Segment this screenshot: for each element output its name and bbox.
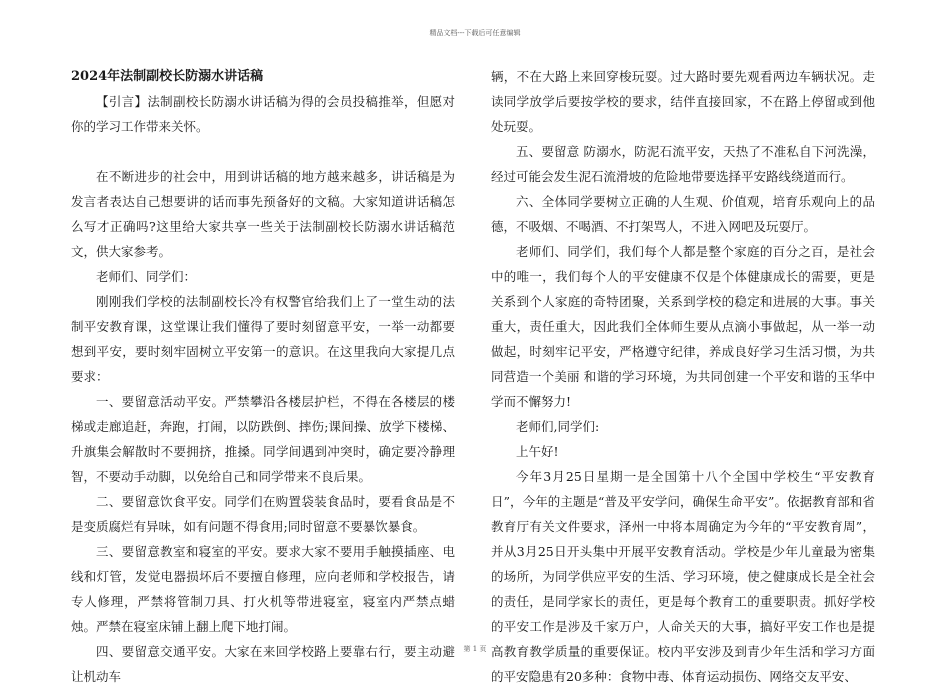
paragraph: 刚刚我们学校的法制副校长冷有权警官给我们上了一堂生动的法制平安教育课，这堂课让我们懂得了要时刻留意平安，一举一动都要想到平安，要时刻牢固树立平安第一的意识。在这里我向大家提几点要求：	[71, 294, 455, 384]
paragraph: 今年3月25日星期一是全国第十八个全国中学校生“平安教育日”，今年的主题是“普及平安学问，确保生命平安”。依据教育部和省教育厅有关文件要求，泽州一中将本周确定为今年的“平安教育周”，并从3月25日开头集中开展平安教育活动。学校是少年儿童最为密集的场所，为同学供应平安的生活、学习环境，使之健康成长是全社会的责任，是同学家长的责任，更是每个教育工的重要职责。抓好学校的平安工作是涉及千家万户，人命关天的大事，搞好平安工作也是提高教育教学质量的重要保证。校内平安涉及到青少年生活和学习方面的平安隐患有20多种：食物中毒、体育运动损伤、网络交友平安、	[491, 469, 875, 684]
salutation: 老师们,同学们:	[516, 419, 600, 434]
page-footer: 第 1 页	[463, 645, 487, 653]
document-title: 2024年法制副校长防溺水讲话稿	[71, 69, 264, 84]
paragraph: 辆，不在大路上来回穿梭玩耍。过大路时要先观看两边车辆状况。走读同学放学后要按学校的要求，结伴直接回家，不在路上停留或到他处玩耍。	[491, 69, 875, 134]
paragraph: 五、要留意 防溺水，防泥石流平安，天热了不准私自下河洗澡，经过可能会发生泥石流滑坡的危险地带要选择平安路线绕道而行。	[491, 144, 875, 184]
paragraph: 一、要留意活动平安。严禁攀沿各楼层护栏，不得在各楼层的楼梯或走廊追赶，奔跑，打闹，以防跌倒、摔伤;课间操、放学下楼梯、升旗集会解散时不要拥挤，推搡。同学间遇到冲突时，确定要冷静理智，不要动手动脚，以免给自己和同学带来不良后果。	[71, 394, 455, 484]
paragraph: 二、要留意饮食平安。同学们在购置袋装食品时，要看食品是不是变质腐烂有异味，如有问题不得食用;同时留意不要暴饮暴食。	[71, 494, 455, 534]
right-column	[491, 64, 875, 689]
salutation: 老师们、同学们：	[96, 269, 197, 284]
paragraph: 四、要留意交通平安。大家在来回学校路上要靠右行，要主动避让机动车	[71, 644, 455, 684]
paragraph: 六、全体同学要树立正确的人生观、价值观，培育乐观向上的品德，不吸烟、不喝酒、不打架骂人，不进入网吧及玩耍厅。	[491, 194, 875, 234]
intro-paragraph: 【引言】法制副校长防溺水讲话稿为得的会员投稿推举，但愿对你的学习工作带来关怀。	[71, 94, 455, 134]
blank-line	[71, 139, 455, 164]
paragraph: 三、要留意教室和寝室的平安。要求大家不要用手触摸插座、电线和灯管，发觉电器损坏后不要擅自修理，应向老师和学校报告，请专人修理，严禁将管制刀具、打火机等带进寝室，寝室内严禁点蜡烛。严禁在寝室床铺上翻上爬下地打闹。	[71, 544, 455, 634]
paragraph: 老师们、同学们，我们每个人都是整个家庭的百分之百，是社会中的唯一，我们每个人的平安健康不仅是个体健康成长的需要，更是关系到个人家庭的奇特团聚，关系到学校的稳定和进展的大事。事关重大，责任重大，因此我们全体师生要从点滴小事做起，从一举一动做起，时刻牢记平安，严格遵守纪律，养成良好学习生活习惯，为共同营造一个美丽 和谐的学习环境，为共同创建一个平安和谐的玉华中学而不懈努力!	[491, 244, 875, 409]
paragraph: 在不断进步的社会中，用到讲话稿的地方越来越多，讲话稿是为发言者表达自己想要讲的话而事先预备好的文稿。大家知道讲话稿怎么写才正确吗?这里给大家共享一些关于法制副校长防溺水讲话稿范文，供大家参考。	[71, 169, 455, 259]
left-column	[71, 64, 455, 689]
page-header: 精品文档---下载后可任意编辑	[429, 29, 521, 37]
greeting: 上午好!	[516, 444, 559, 459]
